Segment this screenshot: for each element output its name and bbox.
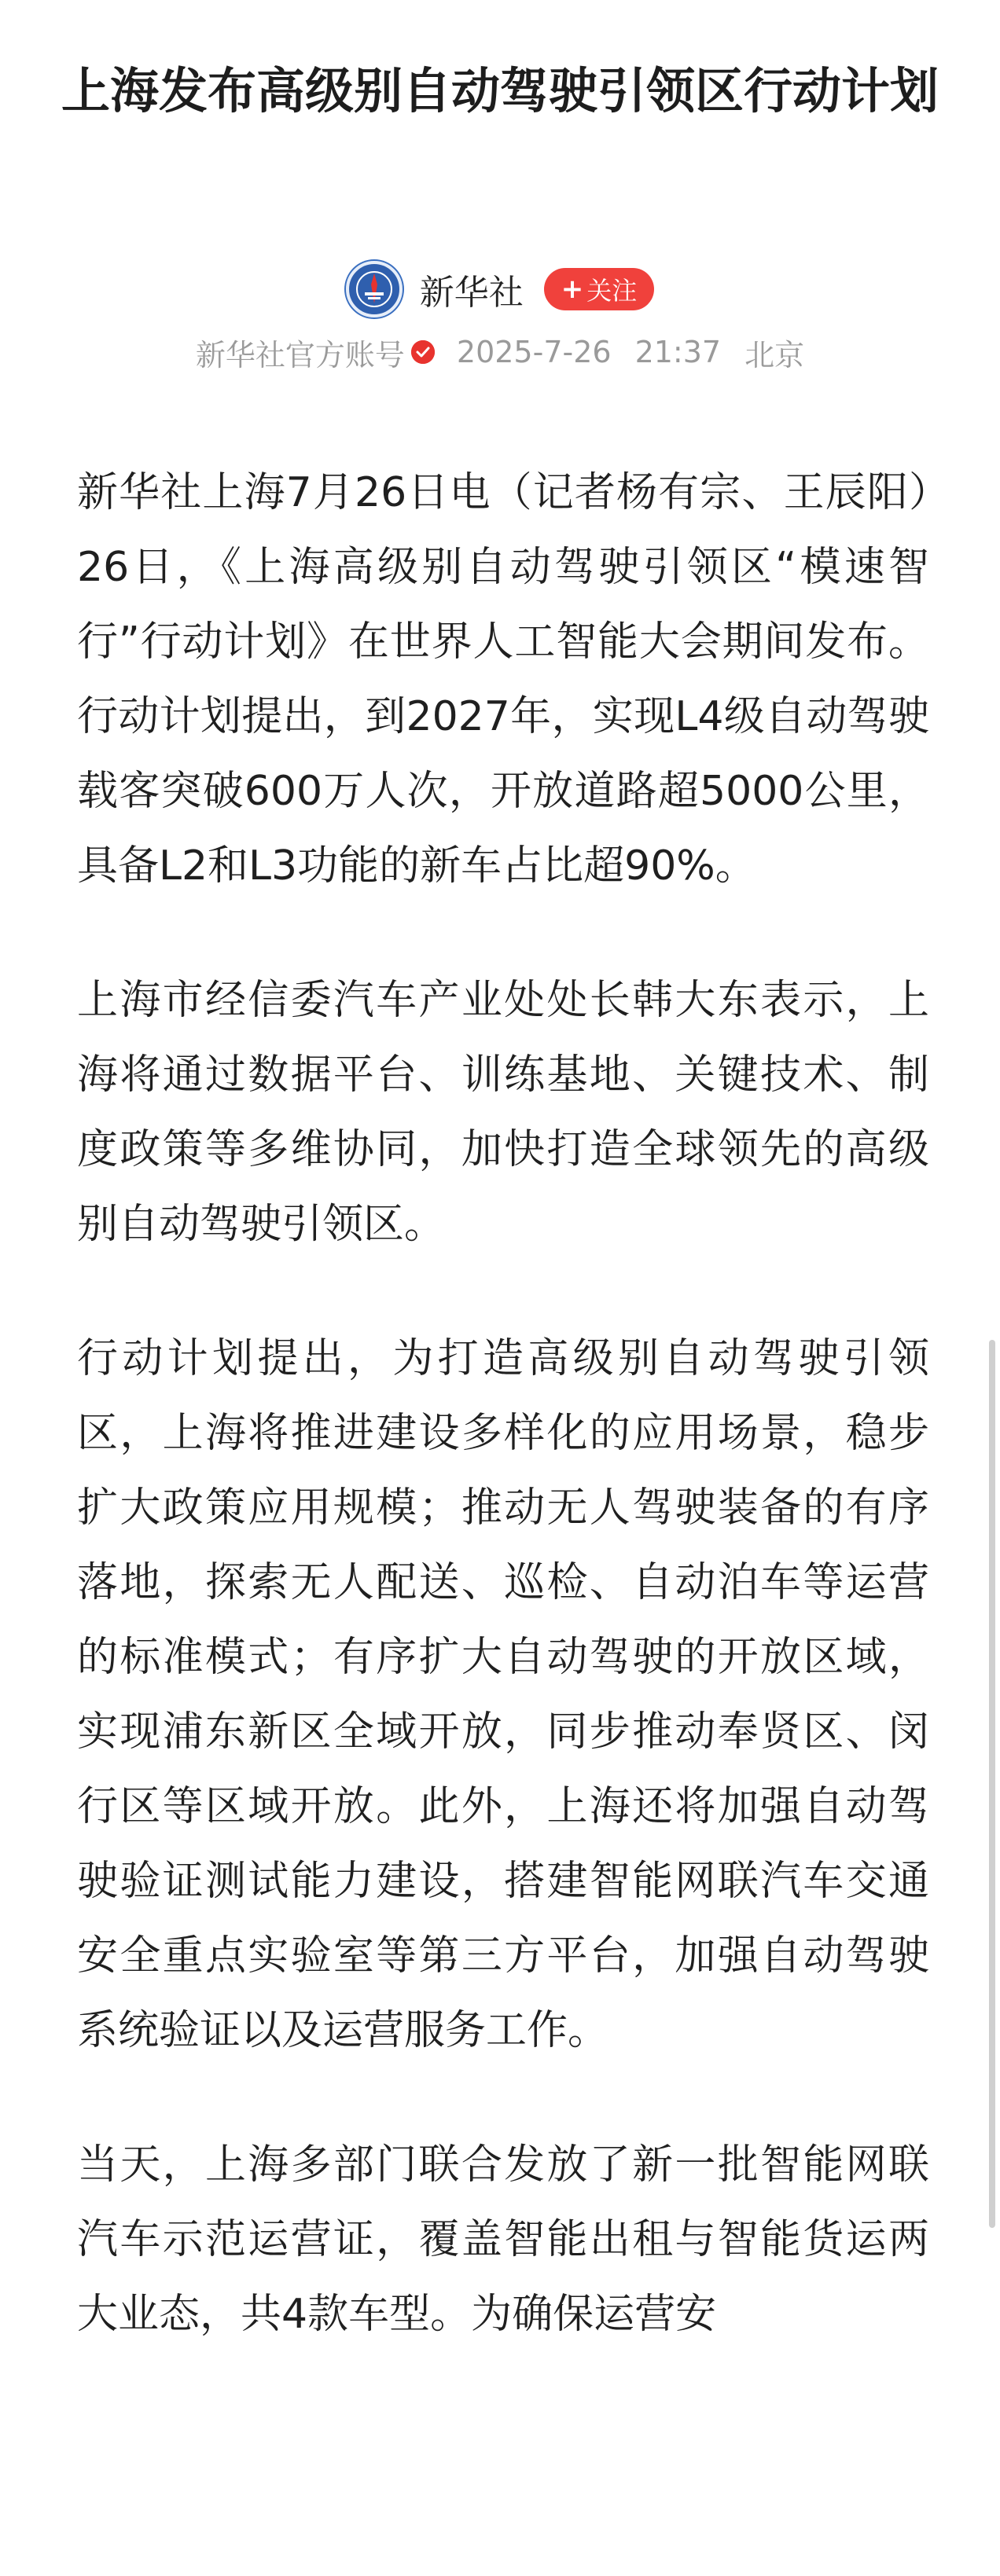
publish-date: 2025-7-26 <box>456 335 612 369</box>
xinhua-logo-icon[interactable] <box>346 261 403 317</box>
follow-button[interactable] <box>544 268 655 310</box>
plus-icon: + <box>561 273 584 305</box>
account-label: 新华社官方账号 <box>195 337 405 372</box>
article-title: 上海发布高级别自动驾驶引领区行动计划 <box>61 62 939 119</box>
scrollbar[interactable] <box>989 1340 995 2228</box>
follow-label: 关注 <box>586 276 638 306</box>
article-paragraph: 行动计划提出，为打造高级别自动驾驶引领区，上海将推进建设多样化的应用场景，稳步扩大政策应用规模；推动无人驾驶装备的有序落地，探索无人配送、巡检、自动泊车等运营的标准模式；有序扩大自动驾驶的开放区域，实现浦东新区全域开放，同步推动奉贤区、闵行区等区域开放。此外，上海还将加强自动驾驶验证测试能力建设，搭建智能网联汽车交通安全重点实验室等第三方平台，加强自动驾驶系统验证以及运营服务工作。 <box>77 1335 929 2054</box>
verified-badge-icon <box>411 340 435 364</box>
publish-location: 北京 <box>744 337 805 372</box>
source-name[interactable]: 新华社 <box>419 273 524 313</box>
article-paragraph: 上海市经信委汽车产业处处长韩大东表示，上海将通过数据平台、训练基地、关键技术、制度政策等多维协同，加快打造全球领先的高级别自动驾驶引领区。 <box>77 977 929 1248</box>
article-paragraph: 新华社上海7月26日电（记者杨有宗、王辰阳）26日，《上海高级别自动驾驶引领区“模速智行”行动计划》在世界人工智能大会期间发布。行动计划提出，到2027年，实现L4级自动驾驶载客突破600万人次，开放道路超5000公里，具备L2和L3功能的新车占比超90%。 <box>77 469 929 890</box>
article-paragraph: 当天，上海多部门联合发放了新一批智能网联汽车示范运营证，覆盖智能出租与智能货运两大业态，共4款车型。为确保运营安 <box>77 2141 929 2338</box>
article-body <box>77 456 929 2412</box>
publish-time: 21:37 <box>634 335 722 369</box>
source-row <box>0 259 1000 319</box>
article-meta <box>0 328 1000 376</box>
